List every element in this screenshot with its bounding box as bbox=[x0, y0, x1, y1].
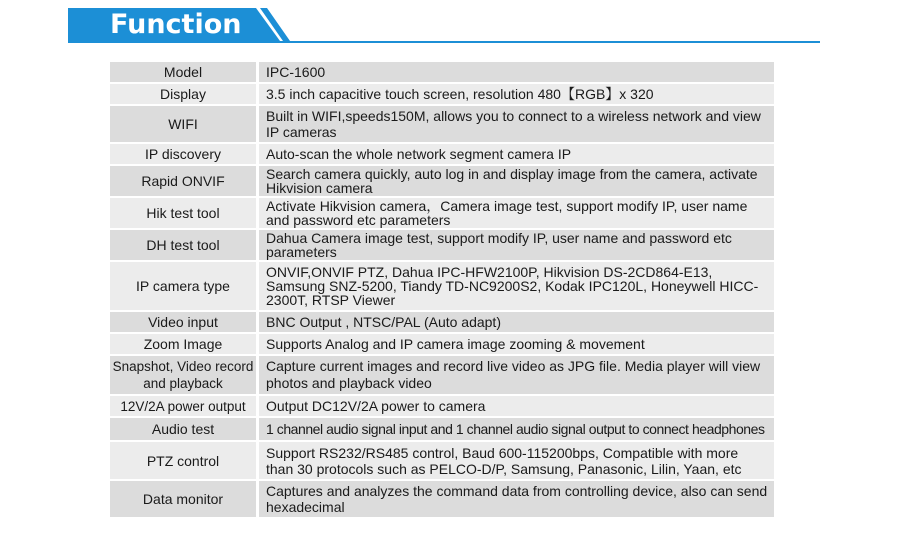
spec-value: Captures and analyzes the command data from controlling device, also can send hexadecimal bbox=[259, 481, 774, 517]
spec-value: 3.5 inch capacitive touch screen, resolution 480【RGB】x 320 bbox=[259, 84, 774, 104]
table-row bbox=[110, 166, 774, 196]
spec-value: 1 channel audio signal input and 1 channel audio signal output to connect headphones bbox=[259, 418, 774, 440]
spec-value: IPC-1600 bbox=[259, 62, 774, 82]
spec-value: Built in WIFI,speeds150M, allows you to connect to a wireless network and view IP cameras bbox=[259, 106, 774, 142]
spec-value: Support RS232/RS485 control, Baud 600-115200bps, Compatible with more than 30 protocols such as PELCO-D/P, Samsung, Panasonic, Lilin, Yaan, etc bbox=[259, 442, 774, 479]
table-row bbox=[110, 418, 774, 440]
table-row bbox=[110, 262, 774, 310]
spec-value: Capture current images and record live video as JPG file. Media player will view photos and playback video bbox=[259, 356, 774, 394]
table-row bbox=[110, 144, 774, 164]
spec-key: Video input bbox=[110, 312, 259, 332]
table-row bbox=[110, 198, 774, 228]
spec-value: Dahua Camera image test, support modify IP, user name and password etc parameters bbox=[259, 230, 774, 260]
spec-key: Snapshot, Video record and playback bbox=[110, 356, 259, 394]
spec-key: Rapid ONVIF bbox=[110, 166, 259, 196]
spec-key: IP camera type bbox=[110, 262, 259, 310]
spec-value: Activate Hikvision camera，Camera image test, support modify IP, user name and password etc parameters bbox=[259, 198, 774, 228]
spec-value: Auto-scan the whole network segment camera IP bbox=[259, 144, 774, 164]
section-header bbox=[68, 8, 820, 44]
table-row bbox=[110, 106, 774, 142]
table-row bbox=[110, 334, 774, 354]
spec-key: WIFI bbox=[110, 106, 259, 142]
spec-key: PTZ control bbox=[110, 442, 259, 479]
page-title: Function bbox=[110, 9, 242, 40]
spec-key: Display bbox=[110, 84, 259, 104]
table-row bbox=[110, 230, 774, 260]
spec-key: Zoom Image bbox=[110, 334, 259, 354]
spec-key: Data monitor bbox=[110, 481, 259, 517]
spec-value: ONVIF,ONVIF PTZ, Dahua IPC-HFW2100P, Hikvision DS-2CD864-E13, Samsung SNZ-5200, Tiandy TD-NC9200S2, Kodak IPC120L, Honeywell HICC-2300T, RTSP Viewer bbox=[259, 262, 774, 310]
table-row bbox=[110, 481, 774, 517]
spec-key: Model bbox=[110, 62, 259, 82]
spec-key: 12V/2A power output bbox=[110, 396, 259, 416]
spec-value: Search camera quickly, auto log in and display image from the camera, activate Hikvision camera bbox=[259, 166, 774, 196]
spec-key: IP discovery bbox=[110, 144, 259, 164]
table-row bbox=[110, 312, 774, 332]
table-row bbox=[110, 396, 774, 416]
spec-value: Output DC12V/2A power to camera bbox=[259, 396, 774, 416]
table-row bbox=[110, 62, 774, 82]
spec-key: Audio test bbox=[110, 418, 259, 440]
table-row bbox=[110, 356, 774, 394]
spec-value: Supports Analog and IP camera image zooming & movement bbox=[259, 334, 774, 354]
spec-key: DH test tool bbox=[110, 230, 259, 260]
spec-key: Hik test tool bbox=[110, 198, 259, 228]
spec-value: BNC Output , NTSC/PAL (Auto adapt) bbox=[259, 312, 774, 332]
table-row bbox=[110, 442, 774, 479]
function-spec-table bbox=[110, 60, 774, 519]
table-row bbox=[110, 84, 774, 104]
